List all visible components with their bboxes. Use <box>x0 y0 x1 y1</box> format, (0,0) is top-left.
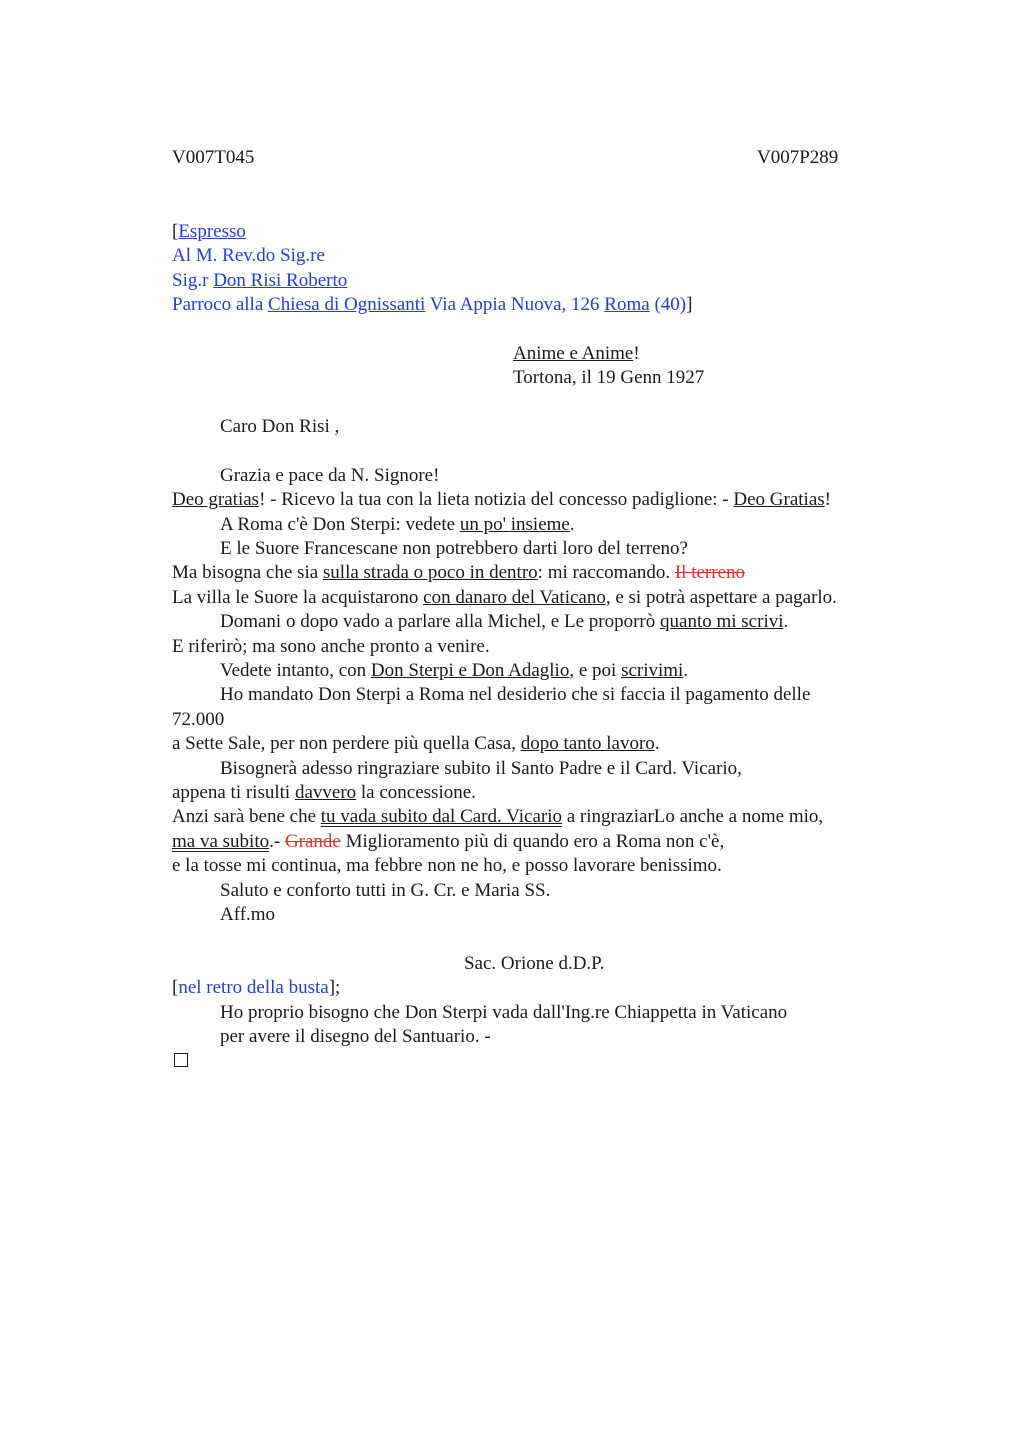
body-text: Miglioramento più di quando ero a Roma non c'è, <box>340 830 725 852</box>
body-text: . <box>783 611 789 633</box>
body-line <box>172 732 902 756</box>
body-line: e la tosse mi continua, ma febbre non ne ho, e posso lavorare benissimo. <box>172 855 722 877</box>
body-text: ! <box>824 489 831 511</box>
body-line: Saluto e conforto tutti in G. Cr. e Maria SS. <box>220 879 551 901</box>
underlined-text: Deo gratias <box>172 489 260 511</box>
body-text: Domani o dopo vado a parlare alla Michel, e Le proporrò <box>220 611 661 633</box>
body-text: , e poi <box>569 660 622 682</box>
underlined-text: Don Sterpi e Don Adaglio <box>370 660 570 682</box>
body-text: La villa le Suore la acquistarono <box>172 586 424 608</box>
bracket-close: ]; <box>328 977 341 999</box>
body-line: Grazia e pace da N. Signore! <box>220 464 440 486</box>
envelope-city: Roma <box>604 294 650 316</box>
letter-heading <box>172 342 902 391</box>
envelope-line-4-c: (40) <box>649 294 687 316</box>
double-underlined-text: ma va subito <box>172 830 270 852</box>
body-text: . <box>683 660 689 682</box>
body-text: , e si potrà aspettare a pagarlo. <box>605 586 837 608</box>
document-id-right: V007P289 <box>757 147 839 168</box>
body-text: A Roma c'è Don Sterpi: vedete <box>220 513 460 535</box>
bracket-open: [ <box>172 221 179 242</box>
underlined-text: un po' insieme <box>459 513 570 535</box>
underlined-text: sulla strada o poco in dentro <box>322 562 538 584</box>
underlined-text: davvero <box>294 781 357 803</box>
deleted-text: Grande <box>284 830 341 852</box>
greeting: Caro Don Risi , <box>220 416 340 438</box>
envelope-recipient-name: Don Risi Roberto <box>213 269 348 291</box>
body-line <box>172 781 902 805</box>
body-line <box>172 561 902 585</box>
envelope-address <box>172 220 902 318</box>
place-date: Tortona, il 19 Genn 1927 <box>513 367 705 389</box>
body-text: . <box>654 733 660 755</box>
body-text: Ma bisogna che sia <box>172 562 323 584</box>
underlined-text: quanto mi scrivi <box>660 611 784 633</box>
closing: Aff.mo <box>220 903 276 925</box>
document-page <box>172 145 902 1074</box>
letter-body <box>172 464 902 927</box>
underlined-text: dopo tanto lavoro <box>520 733 655 755</box>
body-text: ! - Ricevo la tua con la lieta notizia del concesso padiglione: - <box>259 489 734 511</box>
body-text: .- <box>269 830 285 852</box>
body-line <box>172 513 902 537</box>
bracket-open: [ <box>172 977 179 999</box>
body-text: Vedete intanto, con <box>220 660 371 682</box>
body-text: a ringraziarLo anche a nome mio, <box>562 806 824 828</box>
bracket-close: ] <box>686 294 693 316</box>
body-line: 72.000 <box>172 708 225 730</box>
document-id-left: V007T045 <box>172 147 255 168</box>
signature: Sac. Orione d.D.P. <box>464 952 605 974</box>
double-underlined-text: tu vada subito dal Card. Vicario <box>320 806 562 828</box>
envelope-line-2: Al M. Rev.do Sig.re <box>172 245 325 267</box>
body-text: . <box>569 513 575 535</box>
envelope-back-note <box>172 976 902 1074</box>
envelope-line-3-prefix: Sig.r <box>172 269 214 291</box>
back-note-line: Ho proprio bisogno che Don Sterpi vada dall'Ing.re Chiappetta in Vaticano <box>220 1001 788 1023</box>
body-line <box>172 830 902 854</box>
body-line <box>172 610 902 634</box>
body-text: a Sette Sale, per non perdere più quella Casa, <box>172 733 521 755</box>
back-note-line: per avere il disegno del Santuario. - <box>220 1025 491 1047</box>
body-text: : mi raccomando. <box>537 562 675 584</box>
body-line <box>172 805 902 829</box>
underlined-text: con danaro del Vaticano <box>423 586 606 608</box>
underlined-text: scrivimi <box>621 660 684 682</box>
body-line: Bisognerà adesso ringraziare subito il Santo Padre e il Card. Vicario, <box>220 757 742 779</box>
end-marker-square-icon <box>174 1053 188 1067</box>
body-text: Anzi sarà bene che <box>172 806 321 828</box>
envelope-church: Chiesa di Ognissanti <box>268 294 426 316</box>
motto-end: ! <box>633 342 640 364</box>
body-text: la concessione. <box>356 781 476 803</box>
envelope-line-4-a: Parroco alla <box>172 294 269 316</box>
body-line <box>172 659 902 683</box>
underlined-text: Deo Gratias <box>733 489 825 511</box>
body-line <box>172 488 902 512</box>
body-line: E le Suore Francescane non potrebbero darti loro del terreno? <box>220 538 688 560</box>
body-line: Ho mandato Don Sterpi a Roma nel desiderio che si faccia il pagamento delle <box>220 684 811 706</box>
body-line <box>172 586 902 610</box>
body-line: E riferirò; ma sono anche pronto a venire. <box>172 635 490 657</box>
motto: Anime e Anime <box>513 342 634 364</box>
envelope-espresso: Espresso <box>178 221 246 242</box>
body-text: appena ti risulti <box>172 781 295 803</box>
envelope-line-4-b: Via Appia Nuova, 126 <box>425 294 605 316</box>
document-ids <box>172 145 902 171</box>
back-note-label: nel retro della busta <box>178 977 329 999</box>
deleted-text: Il terreno <box>674 562 746 584</box>
